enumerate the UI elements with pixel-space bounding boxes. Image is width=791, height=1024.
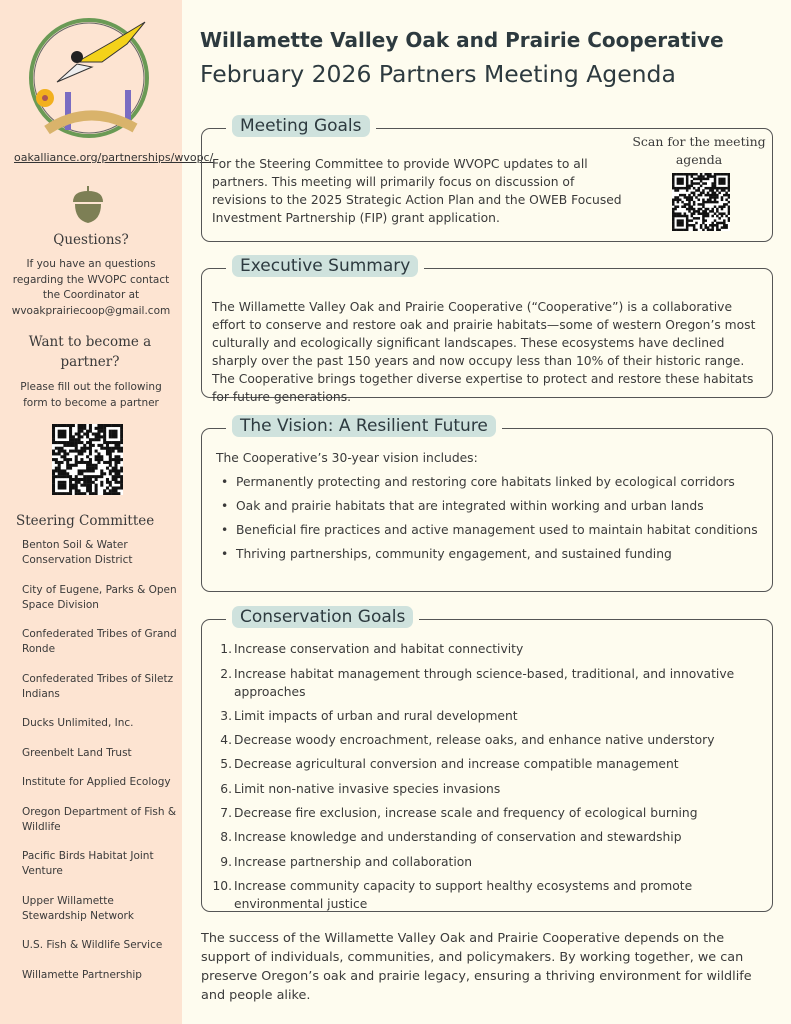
item-text: Increase knowledge and understanding of conservation and stewardship — [234, 830, 682, 845]
list-item — [212, 707, 752, 725]
meeting-goals-section — [201, 116, 773, 242]
steering-member: Confederated Tribes of Grand Ronde — [22, 628, 177, 655]
steering-committee-list — [22, 538, 177, 997]
page-title: Willamette Valley Oak and Prairie Cooperative — [200, 28, 724, 52]
vision-intro: The Cooperative’s 30-year vision includes: — [216, 451, 478, 465]
item-number: 3. — [220, 708, 232, 723]
item-text: Decrease agricultural conversion and increase compatible management — [234, 757, 679, 772]
list-item — [212, 853, 752, 871]
logo-bird-wreath — [17, 12, 162, 142]
list-item — [212, 780, 752, 798]
vision-list — [216, 473, 762, 563]
section-heading: Executive Summary — [232, 255, 418, 277]
item-number: 5. — [220, 757, 232, 772]
item-text: Increase habitat management through science-based, traditional, and innovative approaches — [234, 666, 735, 699]
list-item — [212, 804, 752, 822]
item-number: 2. — [220, 666, 232, 681]
summary-text: The Willamette Valley Oak and Prairie Cooperative (“Cooperative”) is a collaborative effort to conserve and restore oak and prairie habitats—some of western Oregon’s most culturally and ecologically significant landscapes. These ecosystems have declined sharply over the past 150 years and now occupy less than 10% of their historic range. The Cooperative brings together diverse expertise to protect and restore these habitats for future generations. — [212, 300, 756, 404]
vision-section — [201, 416, 773, 592]
partner-text: Please fill out the following form to become a partner — [20, 381, 162, 409]
list-item — [212, 877, 752, 913]
item-number: 6. — [220, 781, 232, 796]
item-text: Increase community capacity to support healthy ecosystems and promote environmental justice — [234, 878, 693, 911]
list-item: • Permanently protecting and restoring core habitats linked by ecological corridors — [216, 473, 762, 491]
qr-label: Scan for the meeting agenda — [632, 134, 766, 167]
executive-summary-section — [201, 256, 773, 404]
closing-paragraph: The success of the Willamette Valley Oak and Prairie Cooperative depends on the support of individuals, communities, and policymakers. By working together, we can preserve Oregon’s oak and prairie legacy, ensuring a thriving environment for wildlife and people alike. — [201, 931, 752, 1003]
steering-member: Willamette Partnership — [22, 968, 142, 981]
section-heading: Meeting Goals — [232, 115, 370, 137]
steering-member: City of Eugene, Parks & Open Space Division — [22, 583, 177, 611]
steering-member: Confederated Tribes of Siletz Indians — [22, 672, 174, 700]
item-text: Limit non-native invasive species invasions — [234, 781, 501, 796]
list-item — [212, 828, 752, 846]
website-link[interactable]: oakalliance.org/partnerships/wvopc/ — [14, 151, 214, 164]
sidebar — [0, 0, 214, 1024]
item-text: Increase conservation and habitat connectivity — [234, 642, 524, 657]
steering-member: Oregon Department of Fish & Wildlife — [22, 805, 177, 833]
steering-member: Greenbelt Land Trust — [22, 746, 132, 759]
steering-member: Ducks Unlimited, Inc. — [22, 717, 134, 729]
item-number: 10. — [212, 878, 232, 893]
list-item — [212, 665, 752, 701]
item-number: 9. — [220, 854, 232, 869]
list-item: • Thriving partnerships, community engagement, and sustained funding — [216, 545, 762, 563]
conservation-list — [212, 634, 752, 913]
questions-heading: Questions? — [53, 232, 129, 248]
list-item: • Beneficial fire practices and active management used to maintain habitat conditions — [216, 521, 762, 539]
item-text: Limit impacts of urban and rural development — [234, 708, 518, 723]
item-text: Increase partnership and collaboration — [234, 854, 473, 869]
list-item — [212, 731, 752, 749]
item-text: Decrease fire exclusion, increase scale and frequency of ecological burning — [234, 806, 698, 821]
steering-member: Benton Soil & Water Conservation District — [22, 539, 133, 566]
steering-member: U.S. Fish & Wildlife Service — [22, 939, 163, 951]
conservation-goals-section — [201, 607, 773, 912]
list-item — [212, 755, 752, 773]
partner-form-qr-code[interactable] — [52, 424, 123, 495]
partner-heading: Want to become a partner? — [28, 334, 152, 370]
steering-heading: Steering Committee — [16, 513, 155, 529]
section-heading: The Vision: A Resilient Future — [232, 415, 496, 437]
steering-member: Upper Willamette Stewardship Network — [22, 894, 134, 922]
section-heading: Conservation Goals — [232, 606, 413, 628]
page-subtitle: February 2026 Partners Meeting Agenda — [200, 60, 676, 88]
acorn-icon — [72, 186, 104, 224]
item-number: 1. — [220, 642, 232, 657]
steering-member: Institute for Applied Ecology — [22, 776, 171, 788]
agenda-qr-code[interactable] — [672, 173, 730, 231]
item-text: Decrease woody encroachment, release oaks, and enhance native understory — [234, 733, 715, 748]
list-item: • Oak and prairie habitats that are integrated within working and urban lands — [216, 497, 762, 515]
item-number: 8. — [220, 830, 232, 845]
steering-member: Pacific Birds Habitat Joint Venture — [22, 850, 154, 877]
list-item — [212, 640, 752, 658]
questions-text: If you have an questions regarding the WVOPC contact the Coordinator at wvoakprairiecoop@gmail.com — [11, 258, 171, 317]
item-number: 7. — [220, 806, 232, 821]
meeting-goals-text: For the Steering Committee to provide WVOPC updates to all partners. This meeting will primarily focus on discussion of revisions to the 2025 Strategic Action Plan and the OWEB Focused Investment Partnership (FIP) grant application. — [212, 157, 622, 225]
item-number: 4. — [220, 733, 232, 748]
